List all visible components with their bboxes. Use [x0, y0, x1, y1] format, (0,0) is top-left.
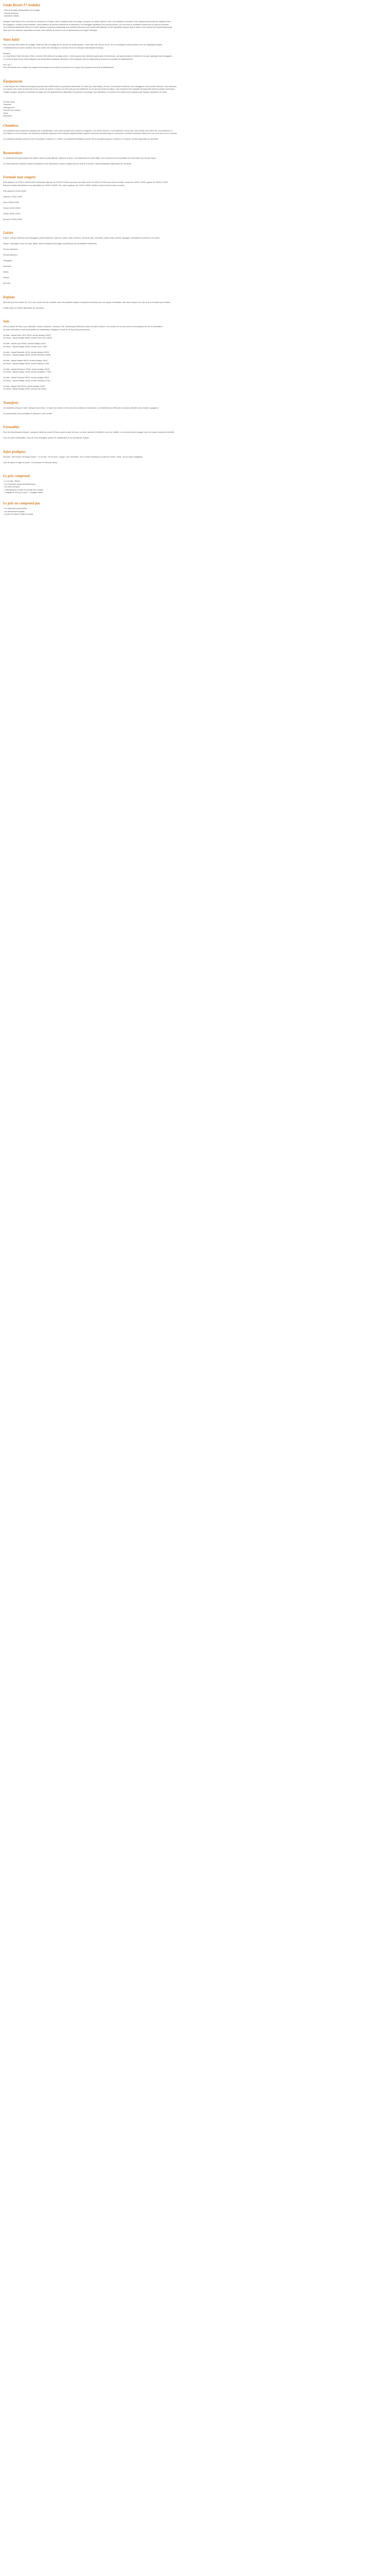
section-flights: [3, 319, 386, 391]
intro-bullet: - Animation enfants: [3, 15, 19, 17]
text-line: Les chambres standard d'environ 28 m² accueillent 2 adultes et 1 enfant. Les chambres familiales d'environ 38 m² accueillent jusqu'à 2 adultes et 2 enfants. Lit bébé disponible sur demande.: [3, 138, 159, 140]
flight-schedule: Vol retour : départ Antalya 14h40, arrivée Toulouse 17h10: [3, 379, 51, 382]
list-item: Fitness: [3, 277, 9, 279]
flight-schedule: Vol retour : départ Antalya 16h20, arrivée Paris CDG 18h45: [3, 337, 52, 339]
list-item: Hébergement: [3, 106, 14, 109]
list-item: - L'hébergement à l'hôtel en formule tout compris: [3, 488, 43, 491]
section-all-inclusive: [3, 175, 386, 221]
text-line: Un représentant vous accueillera à l'aéroport à votre arrivée.: [3, 412, 53, 415]
text-line: L'hôtel dispose d'un restaurant principal proposant des buffets variés, de plusieurs restaurants à la carte (sur réservation), de bars, d'une piscine extérieure avec toboggans, d'une piscine intérieure, d'un hammam,: [3, 85, 177, 88]
list-item: Assistance: [3, 115, 12, 117]
intro-bullets: [3, 9, 386, 18]
text-line: Petit-déjeuner de 07h00 à 10h00 buffet continental, déjeuner de 12h30 à 14h00 sous forme de buffet, dîner de 19h00 à 21h30 sous forme de buffet, snacks de 11h00 à 16h00, glaces de 15h00 à 17h00.: [3, 181, 169, 183]
text-line: Taxe de séjour à régler sur place. Les animaux ne sont pas admis.: [3, 461, 58, 464]
text-line: Pour les ressortissants français : passeport valide au moins 150 jours après la date de retour ou carte nationale d'identité en cours de validité. Les mineurs doivent voyager avec leur propre document d'identité.: [3, 431, 175, 433]
section-heading: Transferts: [3, 400, 19, 405]
section-heading: Formule tout compris: [3, 175, 36, 179]
text-line: Gratuit : piscine extérieure avec toboggans, piscine intérieure, bain turc, sauna, salle de fitness, tennis de table, fléchettes, beach-volley, aérobic, aquagym, animations en journée et en soirée.: [3, 237, 160, 239]
text-line: L'établissement se trouve à environ 18 km du centre-ville d'Antalya et à environ 40 km de l'aéroport international d'Antalya.: [3, 46, 104, 49]
list-item: - Les assurances voyages: [3, 510, 25, 513]
flight-schedule: Vol aller : départ Toulouse 08h20, arrivée Antalya 13h40: [3, 377, 50, 379]
text-line: Le restaurant principal propose des buffets variés au petit-déjeuner, déjeuner et dîner. Les restaurants à la carte italien, turc et poisson sont accessibles sur réservation une fois par séjour.: [3, 157, 157, 159]
intro-line: Les chambres spacieuses offrent un confort optimal et plusieurs restaurants vous invitent à découvrir une cuisine internationale et des spécialités turques dans le cadre d'une formule tout compris généreuse.: [3, 26, 173, 28]
flight-schedule: Vol aller : départ Nantes 08h30, arrivée Antalya 14h10: [3, 360, 48, 362]
list-item: - 1 bagage de 20 kg en soute + 1 bagage cabine: [3, 492, 43, 494]
list-item: - Les dépenses personnelles: [3, 507, 27, 510]
list-item: Déjeuner 12h30-14h00: [3, 195, 22, 198]
text-line: Le centre de Side et ses ruines antiques sont accessibles à quelques kilomètres. Des boutiques, bars et restaurants se trouvent à proximité de l'établissement.: [3, 58, 134, 60]
list-item: Formule tout compris: [3, 109, 21, 111]
intro-bullet: - Piscine intérieure: [3, 12, 19, 14]
section-heading: Chambres: [3, 123, 19, 128]
list-item: Piscine extérieure: [3, 248, 18, 250]
section-equipment: [3, 79, 386, 94]
subheading: Pour qui ?: [3, 63, 12, 66]
list-item: Vol aller-retour: [3, 100, 15, 103]
list-item: Mini club: [3, 282, 11, 284]
flight-schedule: Vol aller : départ Marseille 11h00, arrivée Antalya 15h30: [3, 351, 49, 353]
text-line: Mini club pour les enfants de 4 à 12 ans, ouvert de mai à octobre, avec des activités ludiques et sportives encadrées par une équipe d'animation. Mini disco chaque soir. Aire de jeux et bassin pour enfants.: [3, 301, 171, 303]
text-line: Vols au départ de Paris, Lyon, Marseille, Nantes, Bordeaux, Toulouse, Lille, Strasbourg et Mulhouse selon les dates choisies. Les horaires de vol vous seront communiqués lors de la confirmation: [3, 326, 163, 328]
text-line: Le Linda Resort Hotel est situé à Side, à environ 350 mètres de la plage privée. L'hôtel propose des chambres spacieuses et lumineuses, une grande piscine extérieure et un parc aquatique avec toboggans.: [3, 55, 173, 57]
text-line: Payant : massages, soins du corps, billard, sports nautiques (à la plage, proposés par des prestataires extérieurs).: [3, 243, 97, 245]
intro-line: Andalya Linda Resort est un bel hôtel de vacances en Turquie, situé à quelques pas de la plage. Il propose de vastes espaces verts, une ambiance conviviale et des équipements modernes adaptés à tous: [3, 21, 171, 23]
text-line: Pour les familles avec enfants, les couples et les amateurs de soleil à la recherche d'un séjour tout compris au bord de la Méditerranée.: [3, 66, 115, 69]
list-item: Hammam: [3, 265, 11, 267]
section-heading: Équipements: [3, 79, 23, 83]
section-heading: Votre hôtel: [3, 38, 20, 42]
text-line: Chaise haute et lit bébé disponibles sur demande.: [3, 307, 44, 309]
page: [0, 0, 391, 516]
list-item: Taxes: [3, 112, 8, 114]
list-item: Boissons 10h00-24h00: [3, 218, 22, 221]
list-item: Sauna: [3, 271, 9, 273]
price-included-heading: Le prix comprend: [3, 474, 30, 478]
list-item: Piscine intérieure: [3, 254, 18, 256]
text-line: Situé à environ 800 mètres de la plage, l'hôtel est relié à la plage par un service de navette gratuit. L'hôtel offre une vue sur la mer, sur les montagnes environnantes et sur de magnifiques jardins.: [3, 44, 163, 46]
text-line: Les chambres sont modernes et équipées de la climatisation, d'une salle de bains avec douche ou baignoire, d'un sèche-cheveux, d'une télévision à écran plat, d'un minibar, d'un coffre-fort, d'un téléphone et: [3, 129, 173, 132]
list-item: Snacks 11h00-16h00: [3, 207, 21, 209]
list-item: Transferts: [3, 104, 12, 106]
subheading: Situation: [3, 52, 10, 55]
flight-schedule: Vol retour : départ Antalya 15h20, arrivée Lyon 17h55: [3, 345, 47, 348]
text-line: Chaises longues, parasols et serviettes de plage sont mis gratuitement à disposition à la piscine et à la plage. Des animations en journée et en soirée sont proposées par l'équipe d'animation de l'hôtel.: [3, 91, 168, 93]
text-line: Monnaie : livre turque. Décalage horaire : +1h en été, +2h en hiver. Langue : turc. Électricité : 220 V, prises identiques à celles de France. Santé : aucun vaccin obligatoire.: [3, 455, 143, 458]
list-item: Glaces 15h00-17h00: [3, 212, 21, 215]
list-item: - Les Transferts aéroport/hôtel/aéroport: [3, 483, 36, 485]
text-line: Les transferts aéroport / hôtel / aéroport sont inclus. Le trajet dure environ 1h30 selon les conditions de circulation. Les transferts sont effectués en autocar climatisé avec d'autres voyageurs.: [3, 406, 159, 409]
section-info: [3, 450, 386, 465]
section-heading: Loisirs: [3, 231, 13, 235]
list-item: Petit-déjeuner 07h00-10h00: [3, 190, 26, 192]
section-heading: Restauration: [3, 150, 23, 155]
list-item: Dîner 19h00-21h30: [3, 201, 19, 204]
flight-schedule: Vol aller : départ Lyon 09h40, arrivée Antalya 14h20: [3, 343, 46, 345]
flight-schedule: Vol aller : départ Paris CDG 10h15, arrivée Antalya 15h20: [3, 334, 51, 336]
price-included: [3, 474, 386, 495]
intro-line: les voyageurs, couples comme familles. Vous profiterez de piscines extérieures et intérieures, d'un toboggan aquatique pour les plus jeunes, d'un mini club et d'activités variées tout au long de la journée.: [3, 23, 170, 26]
section-hotel: [3, 38, 386, 70]
text-line: d'un balcon ou d'une terrasse. Les chambres familiales disposent d'une chambre supplémentaire séparée et peuvent accueillir jusqu'à 4 personnes. Certaines chambres offrent une vue sur la mer ou sur la piscine.: [3, 132, 177, 134]
section-heading: Infos pratiques: [3, 449, 26, 454]
section-kids: [3, 295, 386, 310]
text-line: de votre réservation et sont susceptibles de modifications. Bagage en soute de 20 kg inclus par personne.: [3, 328, 90, 331]
flight-schedule: Vol retour : départ Antalya 14h25, arrivée Bordeaux 17h05: [3, 371, 51, 373]
intro-bullet: - Pied de la plage (débarcadère) sur la plage: [3, 9, 40, 11]
section-rooms: [3, 124, 386, 141]
list-item: Toboggans: [3, 260, 12, 262]
flight-schedule: Vol retour : départ Antalya 15h45, arrivée Lille 18h20: [3, 388, 46, 390]
section-leisure: [3, 231, 386, 285]
text-line: d'un sauna, d'un centre de bien-être et d'un centre de remise en forme. Un mini club pour les enfants de 4 à 12 ans est ouvert en saison. Une connexion Wi-Fi gratuite est disponible dans les parties communes.: [3, 88, 175, 90]
flight-schedule: Vol aller : départ Lille 09h10, arrivée Antalya 14h45: [3, 385, 45, 387]
text-line: Les bars proposent boissons locales alcoolisées et non alcoolisées, snacks et glaces tout au long de la journée. Repas diététiques disponibles sur demande.: [3, 162, 132, 165]
text-line: Boissons locales alcoolisées et non alcoolisées de 10h00 à 24h00. Thé, café et gâteaux de 17h00 à 18h00. Minibar rempli à l'arrivée (eau et sodas).: [3, 184, 125, 187]
section-heading: Formalités: [3, 425, 20, 429]
intro-paragraph: [3, 21, 386, 32]
flight-schedule: Vol retour : départ Antalya 16h30, arrivée Marseille 18h55: [3, 354, 51, 356]
section-heading: Enfants: [3, 295, 15, 299]
section-restaurants: [3, 151, 386, 166]
price-excluded: [3, 501, 386, 516]
list-item: - La taxe de séjour à régler sur place: [3, 513, 34, 515]
section-formalities: [3, 425, 386, 440]
flight-schedule: Vol retour : départ Antalya 15h10, arrivée Nantes 17h55: [3, 362, 49, 365]
text-line: Pour les autres nationalités, merci de vous renseigner auprès de l'ambassade ou du consulat de Turquie.: [3, 437, 90, 439]
page-title: Linda Resort 5* Andalya: [3, 3, 40, 7]
flight-schedule: Vol aller : départ Bordeaux 07h50, arrivée Antalya 13h25: [3, 368, 50, 370]
list-item: - Les taxes aéroport: [3, 486, 20, 488]
included-list: [3, 101, 386, 118]
section-transfers: [3, 401, 386, 416]
intro-line: Idéal pour des vacances reposantes au soleil, entre détente au bord de l'eau et découvertes de la région d'Antalya.: [3, 29, 97, 31]
list-item: - Le vol aller / Retour: [3, 480, 21, 482]
price-excluded-heading: Le prix ne comprend pas: [3, 501, 40, 505]
section-heading: Vols: [3, 319, 10, 324]
